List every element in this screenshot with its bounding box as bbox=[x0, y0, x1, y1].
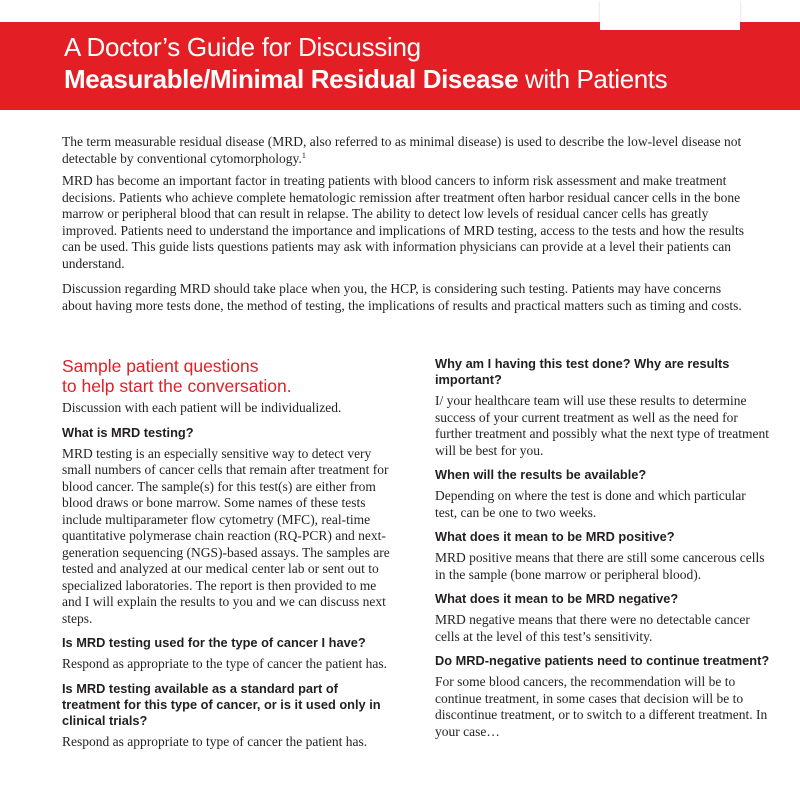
question-standard-or-trials: Is MRD testing available as a standard part of treatment for this type of cancer, or is it used only in clinical trials? bbox=[62, 680, 381, 728]
title-rest: with Patients bbox=[518, 64, 668, 94]
intro-paragraph-2: MRD has become an important factor in treating patients with blood cancers to inform risk assessment and make treatment decisions. Patients who achieve complete hematologic remission after treatment often harbor residual cancer cells in the bone marrow or peripheral blood that can result in relapse. The ability to detect low levels of residual cancer cells has greatly improved. Patients need to understand the importance and implications of MRD testing, access to the tests and how the results can be used. This guide lists questions patients may ask with information physicians can provide at a level their patients can understand. bbox=[62, 173, 744, 271]
answer-mrd-positive: MRD positive means that there are still some cancerous cells in the sample (bone marrow or peripheral blood). bbox=[435, 550, 765, 582]
section-title-line-1: Sample patient questions bbox=[62, 356, 259, 376]
question-mrd-positive: What does it mean to be MRD positive? bbox=[435, 529, 675, 544]
section-title-line-2: to help start the conversation. bbox=[62, 376, 292, 396]
question-why-test: Why am I having this test done? Why are results important? bbox=[435, 356, 730, 387]
title-line-2 bbox=[64, 63, 667, 95]
answer-what-is-mrd: MRD testing is an especially sensitive way to detect very small numbers of cancer cells that remain after treatment for blood cancer. The sample(s) for this test(s) are either from blood draws or bone marrow. Some names of these tests include multiparameter flow cytometry (MFC), real-time quantitative polymerase chain reaction (RQ-PCR) and next-generation sequencing (NGS)-based assays. The samples are tested and analyzed at our medical center lab or sent out to specialized laboratories. The report is then provided to me and I will explain the results to you and we can discuss next steps. bbox=[62, 445, 390, 626]
question-continue-treatment: Do MRD-negative patients need to continue treatment? bbox=[435, 653, 770, 668]
question-used-for-cancer: Is MRD testing used for the type of cancer I have? bbox=[62, 635, 366, 650]
intro-paragraph-1 bbox=[62, 134, 752, 167]
title-line-1: A Doctor’s Guide for Discussing bbox=[64, 32, 421, 62]
answer-standard-or-trials: Respond as appropriate to type of cancer the patient has. bbox=[62, 733, 368, 749]
question-mrd-negative: What does it mean to be MRD negative? bbox=[435, 591, 679, 606]
question-what-is-mrd: What is MRD testing? bbox=[62, 424, 194, 440]
answer-continue-treatment: For some blood cancers, the recommendation will be to continue treatment, in some cases that decision will be to discontinue treatment, or to switch to a different treatment. In your case… bbox=[435, 674, 768, 739]
right-column bbox=[435, 356, 770, 748]
answer-why-test: I/ your healthcare team will use these results to determine success of your current treatment as well as the need for further treatment and possibly what the next type of treatment will be best for you. bbox=[435, 393, 770, 458]
answer-when-results: Depending on where the test is done and which particular test, can be one to two weeks. bbox=[435, 488, 746, 520]
title-bold: Measurable/Minimal Residual Disease bbox=[64, 64, 519, 94]
footnote-ref: 1 bbox=[301, 150, 306, 160]
section-intro: Discussion with each patient will be individualized. bbox=[62, 400, 342, 415]
intro-paragraph-3: Discussion regarding MRD should take place when you, the HCP, is considering such testing. Patients may have concerns about having more tests done, the method of testing, the implications of results and practical matters such as timing and costs. bbox=[62, 281, 742, 313]
answer-mrd-negative: MRD negative means that there were no detectable cancer cells at the level of this test’s sensitivity. bbox=[435, 612, 750, 644]
question-when-results: When will the results be available? bbox=[435, 467, 647, 482]
left-column bbox=[62, 356, 392, 758]
intro-paragraph-1-text: The term measurable residual disease (MRD, also referred to as minimal disease) is used to describe the low-level disease not detectable by conventional cytomorphology. bbox=[62, 134, 742, 166]
page-tab bbox=[600, 0, 740, 30]
answer-used-for-cancer: Respond as appropriate to the type of cancer the patient has. bbox=[62, 656, 388, 671]
